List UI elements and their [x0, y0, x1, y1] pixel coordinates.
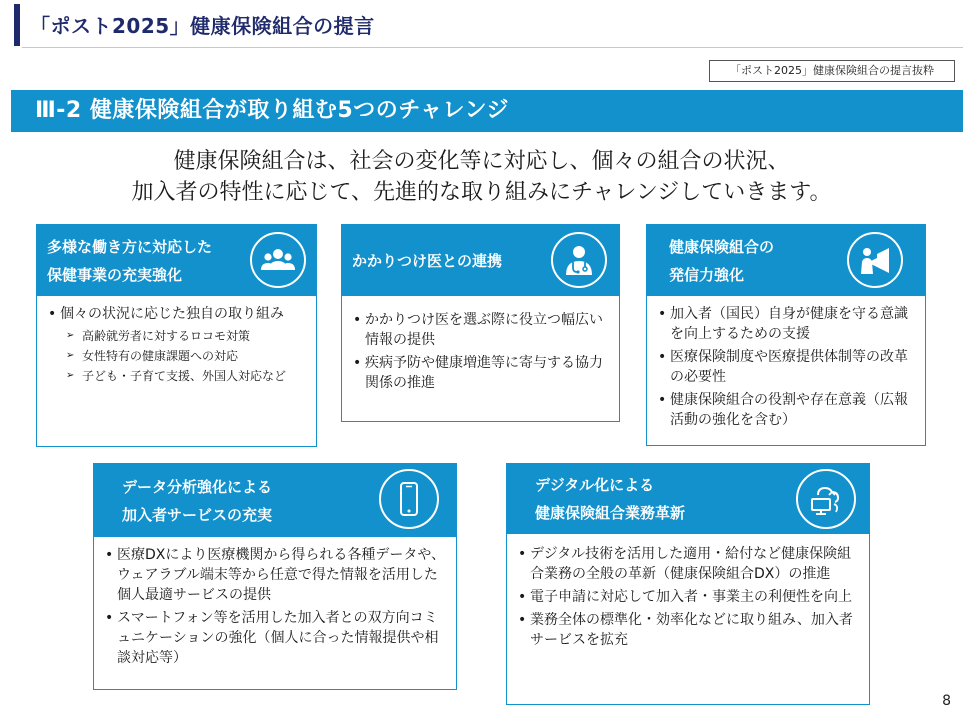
card-title-line: 健康保険組合業務革新 — [535, 504, 686, 522]
card-header — [647, 225, 925, 296]
sub-bullet-item: ➢ 女性特有の健康課題への対応 — [60, 346, 308, 366]
source-label: 「ポスト2025」健康保険組合の提言抜粋 — [709, 60, 955, 82]
card-title-line: 発信力強化 — [669, 265, 745, 284]
card-title-line: デジタル化による — [535, 476, 655, 494]
section-banner: Ⅲ-2 健康保険組合が取り組む5つのチャレンジ — [11, 90, 963, 132]
bullet-item: • 医療DXにより医療機関から得られる各種データや、ウェアラブル端末等から任意で得た情報を活用した個人最適サービスの提供 — [104, 545, 448, 605]
lead-line: 加入者の特性に応じて、先進的な取り組みにチャレンジしていきます。 — [131, 180, 832, 205]
card-header — [342, 225, 619, 296]
challenge-card-health-programs — [36, 224, 317, 447]
card-title-line: 加入者サービスの充実 — [122, 505, 273, 524]
bullet-item: • 個々の状況に応じた独自の取り組み ➢ 高齢就労者に対するロコモ対策 ➢ 女性特有の健康課題への対応 ➢ 子ども・子育て支援、外国人対応など — [47, 304, 308, 386]
megaphone-icon — [847, 232, 903, 288]
bullet-item: • 業務全体の標準化・効率化などに取り組み、加入者サービスを拡充 — [517, 610, 861, 650]
bullet-item: • デジタル技術を活用した適用・給付など健康保険組合業務の全般の革新（健康保険組合DX）の推進 — [517, 544, 861, 584]
bullet-item: • 医療保険制度や医療提供体制等の改革の必要性 — [657, 347, 917, 387]
sub-bullet-item: ➢ 子ども・子育て支援、外国人対応など — [60, 366, 308, 386]
page-title: 「ポスト2025」健康保険組合の提言 — [30, 14, 375, 38]
card-title-line: データ分析強化による — [122, 477, 273, 496]
cloud-computer-icon — [796, 469, 856, 529]
card-header — [94, 464, 456, 537]
bullet-item: • 健康保険組合の役割や存在意義（広報活動の強化を含む） — [657, 390, 917, 430]
header-accent-bar — [14, 4, 20, 46]
challenge-card-communication — [646, 224, 926, 446]
card-header — [507, 464, 869, 534]
challenge-card-digitalization — [506, 463, 870, 705]
bullet-item: • 疾病予防や健康増進等に寄与する協力関係の推進 — [352, 353, 611, 393]
challenge-card-family-doctor — [341, 224, 620, 422]
card-title-line: 多様な働き方に対応した — [47, 237, 213, 256]
card-title-line: 保健事業の充実強化 — [47, 265, 183, 284]
challenge-card-data-analysis — [93, 463, 457, 690]
people-group-icon — [250, 232, 306, 288]
doctor-icon — [551, 232, 607, 288]
bullet-item: • 電子申請に対応して加入者・事業主の利便性を向上 — [517, 587, 861, 607]
card-header — [37, 225, 316, 296]
sub-bullet-item: ➢ 高齢就労者に対するロコモ対策 — [60, 326, 308, 346]
card-title-line: かかりつけ医との連携 — [352, 251, 503, 270]
lead-text — [0, 146, 963, 208]
card-title-line: 健康保険組合の — [669, 237, 775, 256]
lead-line: 健康保険組合は、社会の変化等に対応し、個々の組合の状況、 — [173, 149, 790, 174]
bullet-item: • 加入者（国民）自身が健康を守る意識を向上するための支援 — [657, 304, 917, 344]
bullet-item: • かかりつけ医を選ぶ際に役立つ幅広い情報の提供 — [352, 310, 611, 350]
header-divider — [22, 47, 963, 48]
page-number: 8 — [942, 693, 951, 709]
bullet-item: • スマートフォン等を活用した加入者との双方向コミュニケーションの強化（個人に合った情報提供や相談対応等） — [104, 608, 448, 668]
smartphone-icon — [379, 469, 439, 529]
